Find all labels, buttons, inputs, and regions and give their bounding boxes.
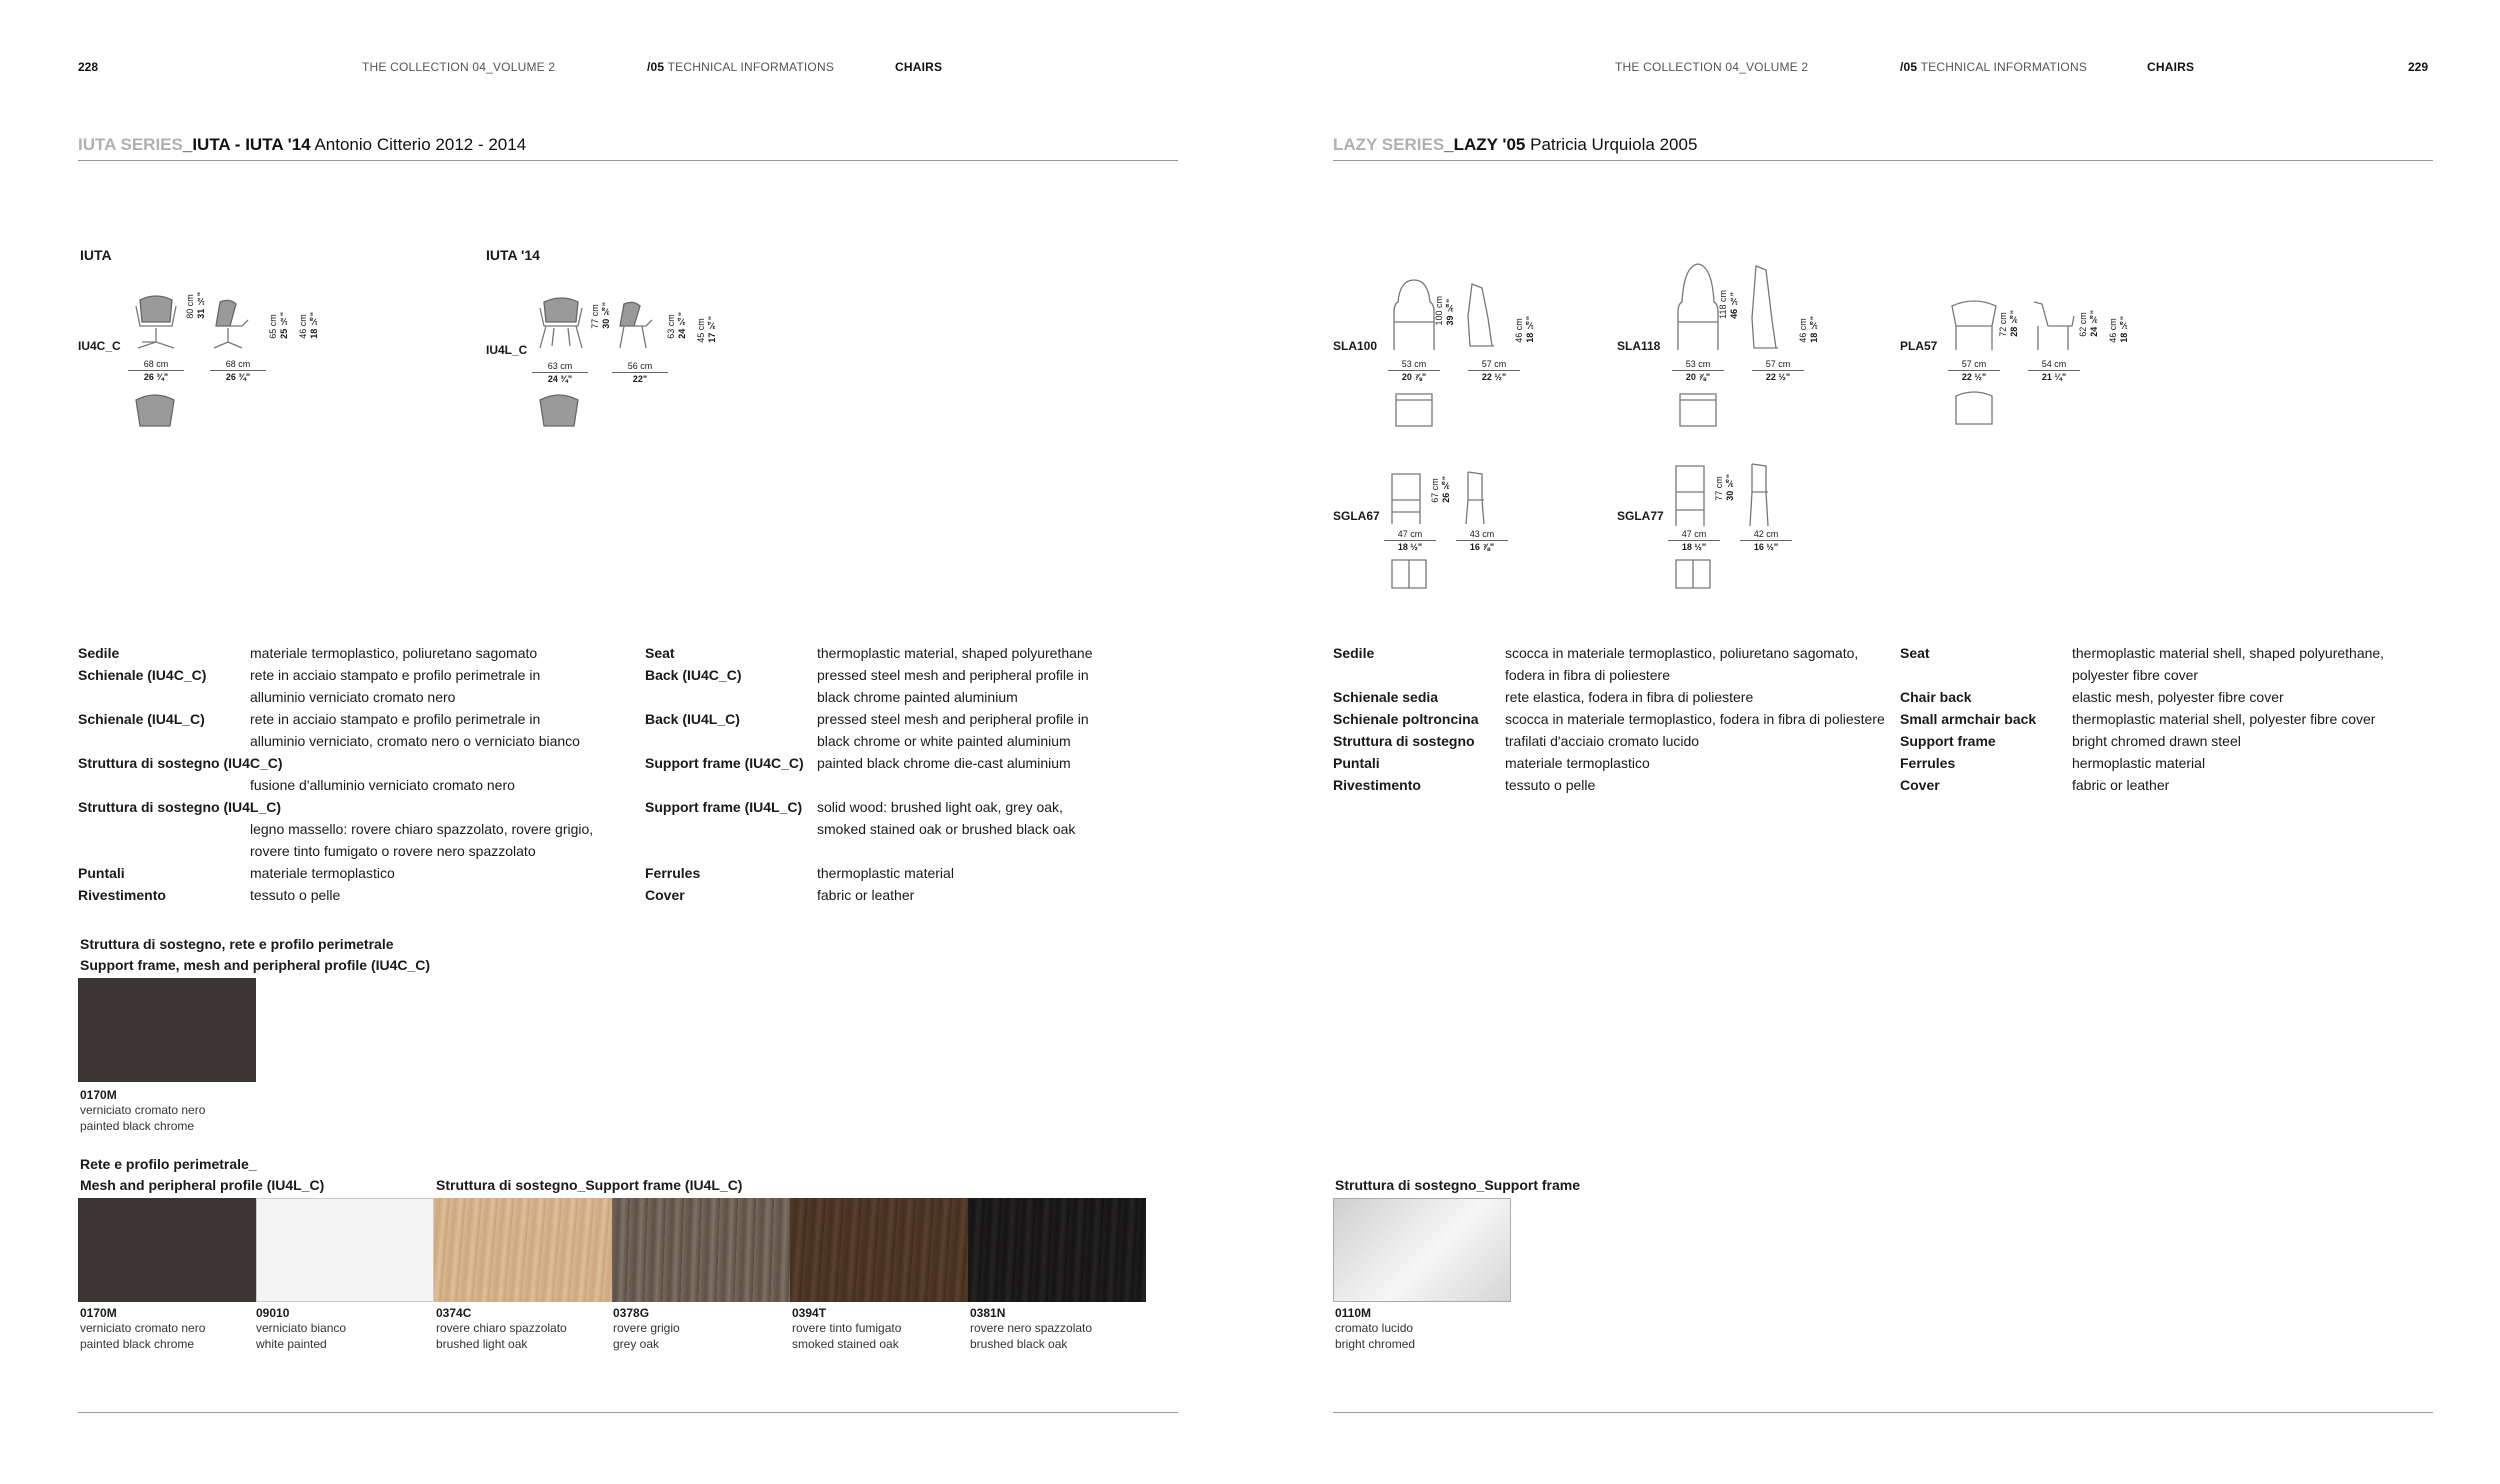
specs-english-left: Seat thermoplastic material, shaped polyurethane Back (IU4C_C) pressed steel mesh and peripheral profile in black chrome painted aluminium Back (IU4L_C) pressed steel mesh and peripheral profile in black chrome or white painted aluminium Support frame (IU4C_C) painted black chrome die-cast aluminium Support frame (IU4L_C) solid wood: brushed light oak, grey oak, smoked stained oak or brushed black oak Ferrules thermoplastic material Cover fabric or leather xyxy=(645,645,1093,903)
finish-heading-1: Struttura di sostegno, rete e profilo perimetrale Support frame, mesh and peripheral profile (IU4C_C) xyxy=(80,936,431,973)
sgla77-front-width-dim: 47 cm 18 ½" xyxy=(1668,528,1720,553)
iuta14-side-width-dim: 56 cm 22" xyxy=(612,360,668,385)
sgla67-side-width-dim: 43 cm 16 ⅞" xyxy=(1456,528,1508,553)
iuta-height-dim: 80 cm 31 ½" xyxy=(185,292,206,319)
specs-italian-right: Sedile scocca in materiale termoplastico, poliuretano sagomato, fodera in fibra di poliestere Schienale sedia rete elastica, fodera in fibra di poliestere Schienale poltroncina scocca in materiale termoplastico, fodera in fibra di poliestere Struttura di sostegno trafilati d'acciaio cromato lucido Puntali materiale termoplastico Rivestimento tessuto o pelle xyxy=(1333,645,1885,793)
series-name: _IUTA - IUTA '14 xyxy=(182,135,311,154)
swatch-0394t[interactable] xyxy=(790,1198,968,1302)
swatch-09010-caption: 09010 verniciato bianco white painted xyxy=(256,1306,347,1351)
header-collection-left: THE COLLECTION 04_VOLUME 2 xyxy=(362,60,556,74)
swatch-0110m-caption: 0110M cromato lucido bright chromed xyxy=(1335,1306,1416,1351)
sla118-top-view xyxy=(1676,390,1722,432)
pla57-arm-dim: 62 cm 24 ⅜" xyxy=(2078,310,2099,337)
specs-italian-left: Sedile materiale termoplastico, poliuretano sagomato Schienale (IU4C_C) rete in acciaio stampato e profilo perimetrale in alluminio verniciato cromato nero Schienale (IU4L_C) rete in acciaio stampato e profilo perimetrale in alluminio verniciato, cromato nero o verniciato bianco Struttura di sostegno (IU4C_C) fusione d'alluminio verniciato cromato nero Struttura di sostegno (IU4L_C) legno massello: rovere chiaro spazzolato, rovere grigio, rovere tinto fumigato o rovere nero spazzolato Puntali materiale termoplastico Rivestimento tessuto o pelle xyxy=(78,645,594,903)
title-rule-right xyxy=(1333,160,2433,161)
pla57-front-width-dim: 57 cm 22 ½" xyxy=(1948,358,2000,383)
sla100-seat-dim: 46 cm 18 ⅛" xyxy=(1514,316,1535,343)
header-section-num: /05 xyxy=(647,60,665,74)
swatch-09010[interactable] xyxy=(256,1198,434,1302)
model-code-sla100: SLA100 xyxy=(1333,339,1378,353)
sgla67-front-width-dim: 47 cm 18 ½" xyxy=(1384,528,1436,553)
header-category-right: CHAIRS xyxy=(2147,60,2195,74)
header-section-right: /05 TECHNICAL INFORMATIONS xyxy=(1900,60,2088,74)
finish-heading-2: Rete e profilo perimetrale_ Mesh and peripheral profile (IU4L_C) xyxy=(80,1156,325,1193)
header-category-left: CHAIRS xyxy=(895,60,943,74)
iuta-top-view xyxy=(130,392,180,432)
sla100-front-width-dim: 53 cm 20 ⅞" xyxy=(1388,358,1440,383)
sgla67-top-view xyxy=(1390,558,1430,592)
pla57-side-width-dim: 54 cm 21 ¼" xyxy=(2028,358,2080,383)
model-code-iu4l: IU4L_C xyxy=(486,343,528,357)
finish-heading-right: Struttura di sostegno_Support frame xyxy=(1335,1177,1581,1193)
finish-heading-3: Struttura di sostegno_Support frame (IU4L_C) xyxy=(436,1177,743,1193)
iuta14-arm-dim: 63 cm 24 ¾" xyxy=(666,312,687,339)
sgla77-height-dim: 77 cm 30 ⅜" xyxy=(1714,474,1735,501)
swatch-0374c-caption: 0374C rovere chiaro spazzolato brushed light oak xyxy=(436,1306,567,1351)
sla118-front-width-dim: 53 cm 20 ⅞" xyxy=(1672,358,1724,383)
sla118-seat-dim: 46 cm 18 ⅛" xyxy=(1798,316,1819,343)
series-years: 2012 - 2014 xyxy=(435,135,527,154)
pla57-height-dim: 72 cm 28 ⅜" xyxy=(1998,310,2019,337)
swatch-0170m-b-caption: 0170M verniciato cromato nero painted black chrome xyxy=(80,1306,206,1351)
model-code-iu4c: IU4C_C xyxy=(78,339,121,353)
swatch-0381n[interactable] xyxy=(968,1198,1146,1302)
header-section-left xyxy=(647,60,834,74)
iuta-seat-dim: 46 cm 18 ⅛" xyxy=(298,312,319,339)
model-heading-iuta: IUTA xyxy=(80,247,112,263)
swatch-0170m-a[interactable] xyxy=(78,978,256,1082)
model-heading-iuta14: IUTA '14 xyxy=(486,247,540,263)
swatch-0381n-caption: 0381N rovere nero spazzolato brushed black oak xyxy=(970,1306,1093,1351)
iuta14-front-width-dim: 63 cm 24 ¾" xyxy=(532,360,588,385)
header-collection-right: THE COLLECTION 04_VOLUME 2 xyxy=(1615,60,1809,74)
sla118-side-width-dim: 57 cm 22 ½" xyxy=(1752,358,1804,383)
sgla77-top-view xyxy=(1674,558,1714,592)
pla57-top-view xyxy=(1952,388,1998,432)
sla118-chair-drawing xyxy=(1672,262,1812,358)
series-prefix: IUTA SERIES xyxy=(78,135,183,154)
series-designer: Antonio Citterio xyxy=(314,135,431,154)
sgla77-side-width-dim: 42 cm 16 ½" xyxy=(1740,528,1792,553)
sla118-height-dim: 118 cm 46 ½" xyxy=(1718,290,1739,319)
swatch-0170m-a-caption: 0170M verniciato cromato nero painted black chrome xyxy=(80,1088,206,1133)
model-code-pla57: PLA57 xyxy=(1900,339,1938,353)
footer-rule-right xyxy=(1333,1412,2433,1413)
header-section-name: TECHNICAL INFORMATIONS xyxy=(667,60,835,74)
iuta-arm-dim: 65 cm 25 ½" xyxy=(268,312,289,339)
series-title-right: LAZY SERIES_LAZY '05 Patricia Urquiola 2005 xyxy=(1333,135,1698,154)
swatch-0378g[interactable] xyxy=(612,1198,790,1302)
model-code-sgla77: SGLA77 xyxy=(1617,509,1664,523)
iuta14-top-view xyxy=(534,392,584,432)
sla100-chair-drawing xyxy=(1388,278,1528,358)
sla100-top-view xyxy=(1392,390,1438,432)
swatch-0110m[interactable] xyxy=(1333,1198,1511,1302)
series-title-left xyxy=(78,135,526,155)
model-code-sgla67: SGLA67 xyxy=(1333,509,1380,523)
title-rule-left xyxy=(78,160,1178,161)
pla57-seat-dim: 46 cm 18 ⅛" xyxy=(2108,316,2129,343)
iuta-front-width-dim: 68 cm 26 ¾" xyxy=(128,358,184,383)
iuta14-seat-dim: 45 cm 17 ¾" xyxy=(696,316,717,343)
swatch-0378g-caption: 0378G rovere grigio grey oak xyxy=(613,1306,680,1351)
pla57-chair-drawing xyxy=(1948,296,2098,356)
swatch-0170m-b[interactable] xyxy=(78,1198,256,1302)
swatch-0374c[interactable] xyxy=(434,1198,612,1302)
sgla67-height-dim: 67 cm 26 ⅜" xyxy=(1430,476,1451,503)
iuta14-height-dim: 77 cm 30 ⅜" xyxy=(590,302,611,329)
model-code-sla118: SLA118 xyxy=(1617,339,1661,353)
iuta-side-width-dim: 68 cm 26 ¾" xyxy=(210,358,266,383)
page-number-left: 228 xyxy=(78,60,99,74)
footer-rule-left xyxy=(78,1412,1178,1413)
specs-english-right: Seat thermoplastic material shell, shaped polyurethane, polyester fibre cover Chair back elastic mesh, polyester fibre cover Small armchair back thermoplastic material shell, polyester fibre cover Support frame bright chromed drawn steel Ferrules hermoplastic material Cover fabric or leather xyxy=(1900,645,2385,793)
swatch-0394t-caption: 0394T rovere tinto fumigato smoked stained oak xyxy=(792,1306,902,1351)
sla100-side-width-dim: 57 cm 22 ½" xyxy=(1468,358,1520,383)
sla100-height-dim: 100 cm 39 ⅜" xyxy=(1434,296,1455,326)
page-number-right: 229 xyxy=(2408,60,2429,74)
